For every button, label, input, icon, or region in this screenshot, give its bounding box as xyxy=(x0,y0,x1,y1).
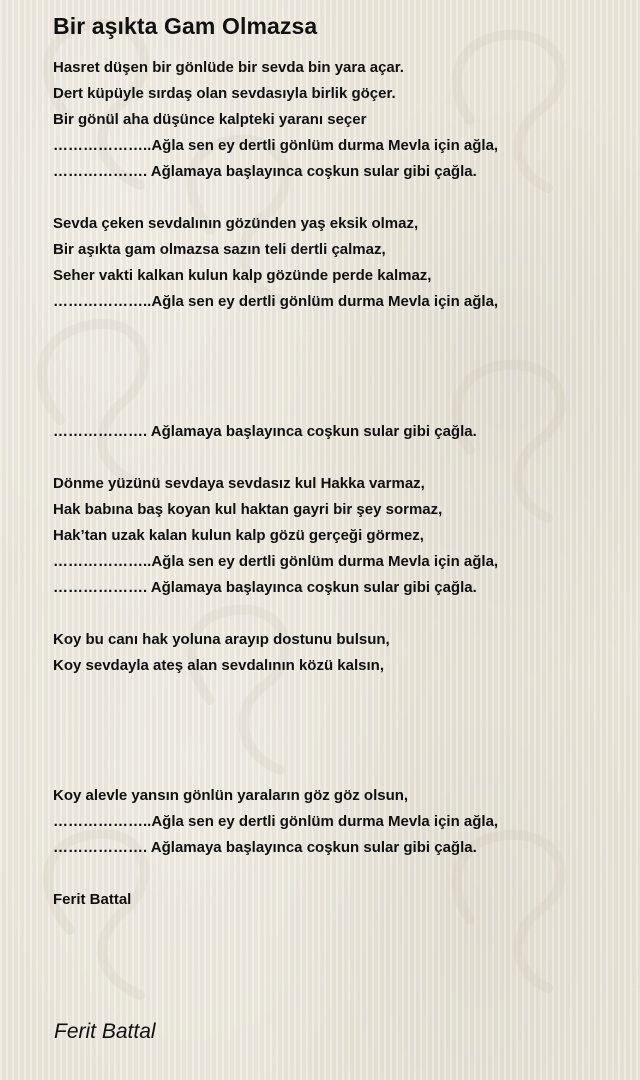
stanza-2 xyxy=(53,211,613,315)
poem-line-1: Hasret düşen bir gönlüde bir sevda bin yara açar. xyxy=(53,59,404,76)
poem-line-2: Dert küpüyle sırdaş olan sevdasıyla birlik göçer. xyxy=(53,85,396,102)
poem-line-9: ………………..Ağla sen ey dertli gönlüm durma Mevla için ağla, xyxy=(53,293,499,310)
stanza-gap xyxy=(53,601,613,627)
poem-line-20: ………………. Ağlamaya başlayınca coşkun sular gibi çağla. xyxy=(53,839,477,856)
poem-line-18: Koy alevle yansın gönlün yaraların göz göz olsun, xyxy=(53,787,409,804)
poem-line-6: Sevda çeken sevdalının gözünden yaş eksik olmaz, xyxy=(53,215,419,232)
poem-line-17: Koy sevdayla ateş alan sevdalının közü kalsın, xyxy=(53,657,384,674)
poem-page xyxy=(53,10,613,913)
poem-line-19: ………………..Ağla sen ey dertli gönlüm durma Mevla için ağla, xyxy=(53,813,499,830)
poem-line-12: Hak babına baş koyan kul haktan gayri bir şey sormaz, xyxy=(53,501,443,518)
page-title: Bir aşıkta Gam Olmazsa xyxy=(53,13,318,39)
stanza-1 xyxy=(53,55,613,185)
poem-line-7: Bir aşıkta gam olmazsa sazın teli dertli çalmaz, xyxy=(53,241,386,258)
poem-line-15: ………………. Ağlamaya başlayınca coşkun sular gibi çağla. xyxy=(53,579,477,596)
poem-body xyxy=(53,55,613,861)
stanza-4-continuation xyxy=(53,783,613,861)
stanza-4 xyxy=(53,627,613,679)
poem-line-3: Bir gönül aha düşünce kalpteki yaranı seçer xyxy=(53,111,367,128)
poem-line-13: Hak’tan uzak kalan kulun kalp gözü gerçeği görmez, xyxy=(53,527,424,544)
poem-line-14: ………………..Ağla sen ey dertli gönlüm durma Mevla için ağla, xyxy=(53,553,499,570)
stanza-gap xyxy=(53,679,613,783)
poem-line-8: Seher vakti kalkan kulun kalp gözünde perde kalmaz, xyxy=(53,267,432,284)
poem-line-4: ………………..Ağla sen ey dertli gönlüm durma Mevla için ağla, xyxy=(53,137,499,154)
stanza-gap xyxy=(53,315,613,419)
stanza-3 xyxy=(53,471,613,601)
poem-line-11: Dönme yüzünü sevdaya sevdasız kul Hakka varmaz, xyxy=(53,475,425,492)
author-name: Ferit Battal xyxy=(53,891,132,908)
poem-line-5: ………………. Ağlamaya başlayınca coşkun sular gibi çağla. xyxy=(53,163,477,180)
poem-line-10: ………………. Ağlamaya başlayınca coşkun sular gibi çağla. xyxy=(53,423,477,440)
stanza-gap xyxy=(53,185,613,211)
poem-line-16: Koy bu canı hak yoluna arayıp dostunu bulsun, xyxy=(53,631,390,648)
stanza-2-refrain xyxy=(53,419,613,445)
stanza-gap xyxy=(53,445,613,471)
signature-text: Ferit Battal xyxy=(54,1020,156,1043)
